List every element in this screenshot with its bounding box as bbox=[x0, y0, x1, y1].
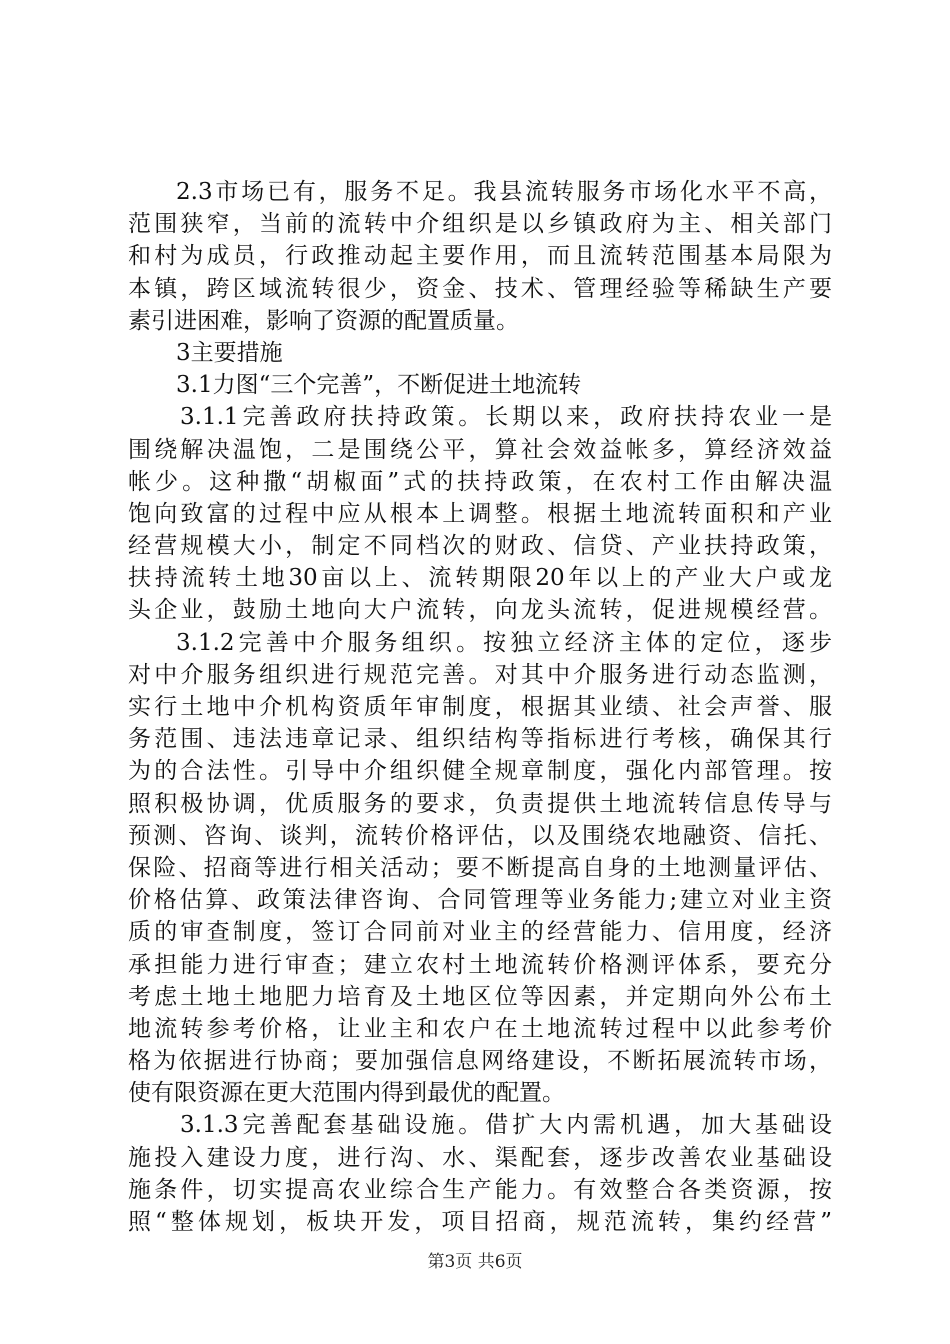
text-line: 围绕解决温饱，二是围绕公平，算社会效益帐多，算经济效益 bbox=[128, 436, 832, 463]
text-line: 照积极协调，优质服务的要求，负责提供土地流转信息传导与 bbox=[128, 790, 832, 817]
text-line: 承担能力进行审查；建立农村土地流转价格测评体系，要充分 bbox=[128, 951, 832, 978]
text-line: 本镇，跨区域流转很少，资金、技术、管理经验等稀缺生产要 bbox=[128, 275, 832, 302]
document-body bbox=[128, 176, 832, 1238]
section-para-2-3 bbox=[128, 176, 832, 337]
text-line: 务范围、违法违章记录、组织结构等指标进行考核，确保其行 bbox=[128, 726, 832, 753]
page-footer: 第3页 共6页 bbox=[427, 1252, 523, 1272]
section-para-3-1-3 bbox=[128, 1109, 832, 1238]
text-line: 素引进困难，影响了资源的配置质量。 bbox=[128, 307, 519, 334]
text-line: 和村为成员，行政推动起主要作用，而且流转范围基本局限为 bbox=[128, 243, 832, 270]
text-line: 实行土地中介机构资质年审制度，根据其业绩、社会声誉、服 bbox=[128, 694, 832, 720]
text-line: 3.1力图“三个完善”，不断促进土地流转 bbox=[176, 372, 582, 399]
text-line: 对中介服务组织进行规范完善。对其中介服务进行动态监测， bbox=[128, 661, 832, 688]
section-para-3-1-1 bbox=[128, 401, 832, 626]
text-line: 2.3市场已有，服务不足。我县流转服务市场化水平不高， bbox=[176, 179, 832, 205]
text-line: 地流转参考价格，让业主和农户在土地流转过程中以此参考价 bbox=[128, 1015, 832, 1042]
text-line: 照“整体规划，板块开发，项目招商，规范流转，集约经营” bbox=[128, 1209, 832, 1235]
text-line: 范围狭窄，当前的流转中介组织是以乡镇政府为主、相关部门 bbox=[128, 211, 832, 238]
text-line: 预测、咨询、谈判，流转价格评估，以及围绕农地融资、信托、 bbox=[128, 822, 832, 849]
text-line: 格为依据进行协商；要加强信息网络建设，不断拓展流转市场， bbox=[128, 1048, 832, 1075]
text-line: 头企业，鼓励土地向大户流转，向龙头流转，促进规模经营。 bbox=[128, 597, 832, 624]
text-line: 为的合法性。引导中介组织健全规章制度，强化内部管理。按 bbox=[128, 758, 832, 785]
text-line: 使有限资源在更大范围内得到最优的配置。 bbox=[128, 1080, 565, 1107]
text-line: 经营规模大小，制定不同档次的财政、信贷、产业扶持政策， bbox=[128, 533, 832, 560]
text-line: 扶持流转土地30亩以上、流转期限20年以上的产业大户或龙 bbox=[128, 565, 832, 592]
text-line: 3.1.3完善配套基础设施。借扩大内需机遇，加大基础设 bbox=[180, 1112, 832, 1139]
text-line: 价格估算、政策法律咨询、合同管理等业务能力;建立对业主资 bbox=[128, 887, 832, 914]
text-line: 3.1.1完善政府扶持政策。长期以来，政府扶持农业一是 bbox=[180, 404, 832, 431]
text-line: 3.1.2完善中介服务组织。按独立经济主体的定位，逐步 bbox=[176, 629, 832, 656]
text-line: 质的审查制度，签订合同前对业主的经营能力、信用度，经济 bbox=[128, 919, 832, 946]
section-heading-3-1 bbox=[128, 369, 832, 401]
text-line: 施条件，切实提高农业综合生产能力。有效整合各类资源，按 bbox=[128, 1176, 832, 1203]
text-line: 饱向致富的过程中应从根本上调整。根据土地流转面积和产业 bbox=[128, 500, 832, 527]
text-line: 施投入建设力度，进行沟、水、渠配套，逐步改善农业基础设 bbox=[128, 1144, 832, 1171]
text-line: 3主要措施 bbox=[176, 339, 283, 366]
text-line: 帐少。这种撒“胡椒面”式的扶持政策，在农村工作由解决温 bbox=[128, 468, 832, 495]
section-para-3-1-2 bbox=[128, 627, 832, 1110]
section-heading-3 bbox=[128, 337, 832, 369]
text-line: 保险、招商等进行相关活动；要不断提高自身的土地测量评估、 bbox=[128, 854, 832, 881]
text-line: 考虑土地土地肥力培育及土地区位等因素，并定期向外公布土 bbox=[128, 983, 832, 1010]
